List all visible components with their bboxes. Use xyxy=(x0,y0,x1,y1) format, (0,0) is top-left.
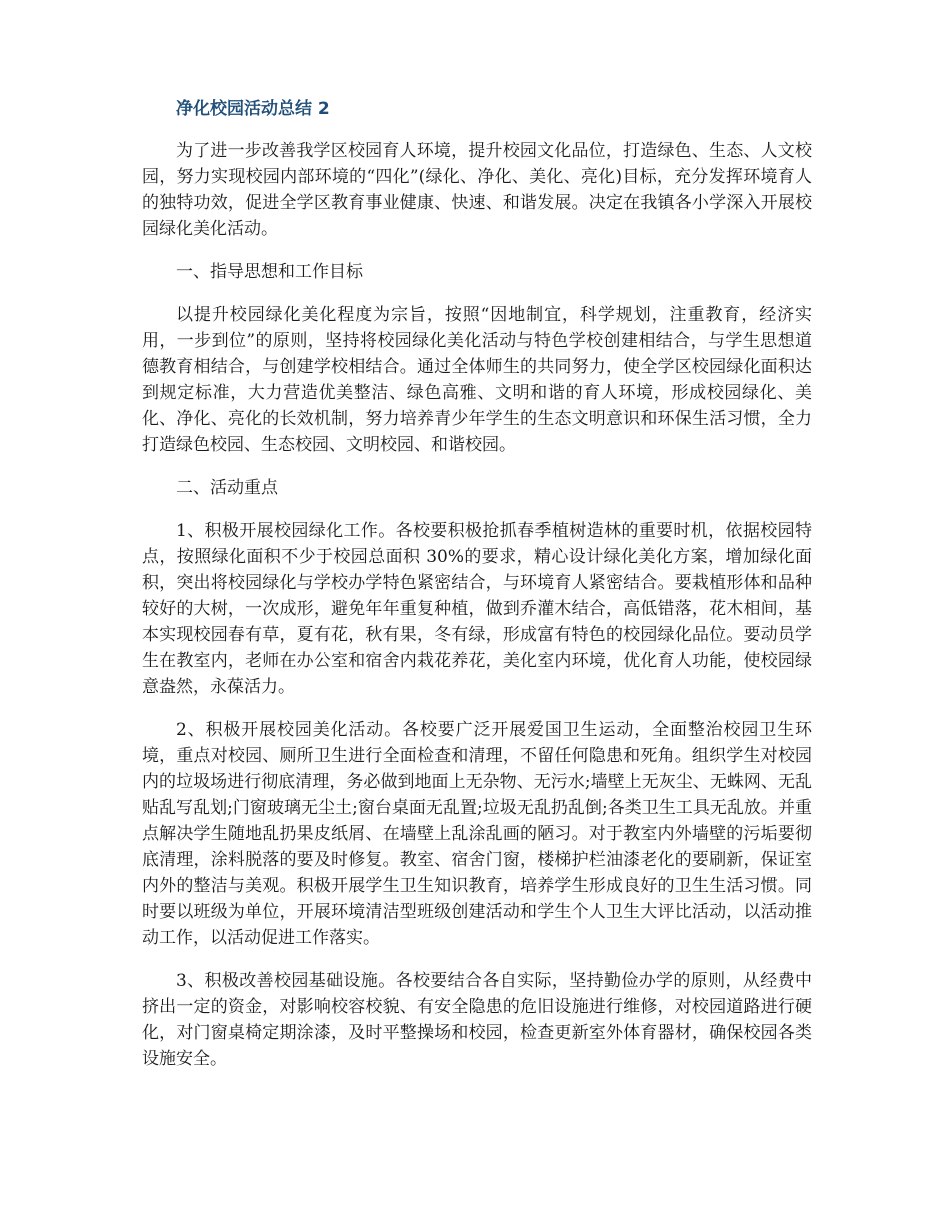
section-heading-guiding-ideas: 一、指导思想和工作目标 xyxy=(176,262,363,282)
guiding-ideas-paragraph: 以提升校园绿化美化程度为宗旨，按照“因地制宜，科学规划，注重教育，经济实用，一步到位”的原则，坚持将校园绿化美化活动与特色学校创建相结合，与学生思想道德教育相结合，与创建学校相结合。通过全体师生的共同努力，使全学区校园绿化面积达到规定标准，大力营造优美整洁、绿色高雅、文明和谐的育人环境，形成校园绿化、美化、净化、亮化的长效机制，努力培养青少年学生的生态文明意识和环保生活习惯，全力打造绿色校园、生态校园、文明校园、和谐校园。 xyxy=(142,305,812,455)
intro-paragraph: 为了进一步改善我学区校园育人环境，提升校园文化品位，打造绿色、生态、人文校园，努力实现校园内部环境的“四化”(绿化、净化、美化、亮化)目标，充分发挥环境育人的独特功效，促进全学区教育事业健康、快速、和谐发展。决定在我镇各小学深入开展校园绿化美化活动。 xyxy=(142,141,812,239)
section-heading-key-activities: 二、活动重点 xyxy=(176,478,278,498)
document-title: 净化校园活动总结 2 xyxy=(176,99,330,119)
key-point-beautification-paragraph: 2、积极开展校园美化活动。各校要广泛开展爱国卫生运动，全面整治校园卫生环境，重点对校园、厕所卫生进行全面检查和清理，不留任何隐患和死角。组织学生对校园内的垃圾场进行彻底清理，务必做到地面上无杂物、无污水;墙壁上无灰尘、无蛛网、无乱贴乱写乱划;门窗玻璃无尘土;窗台桌面无乱置;垃圾无乱扔乱倒;各类卫生工具无乱放。并重点解决学生随地乱扔果皮纸屑、在墙壁上乱涂乱画的陋习。对于教室内外墙壁的污垢要彻底清理，涂料脱落的要及时修复。教室、宿舍门窗，楼梯护栏油漆老化的要刷新，保证室内外的整洁与美观。积极开展学生卫生知识教育，培养学生形成良好的卫生生活习惯。同时要以班级为单位，开展环境清洁型班级创建活动和学生个人卫生大评比活动，以活动推动工作，以活动促进工作落实。 xyxy=(142,720,812,948)
document-page xyxy=(142,96,812,1089)
key-point-infrastructure-paragraph: 3、积极改善校园基础设施。各校要结合各自实际，坚持勤俭办学的原则，从经费中挤出一定的资金，对影响校容校貌、有安全隐患的危旧设施进行维修，对校园道路进行硬化，对门窗桌椅定期涂漆，及时平整操场和校园，检查更新室外体育器材，确保校园各类设施安全。 xyxy=(142,971,812,1069)
key-point-greening-paragraph: 1、积极开展校园绿化工作。各校要积极抢抓春季植树造林的重要时机，依据校园特点，按照绿化面积不少于校园总面积 30%的要求，精心设计绿化美化方案，增加绿化面积，突出将校园绿化与学校办学特色紧密结合，与环境育人紧密结合。要栽植形体和品种较好的大树，一次成形，避免年年重复种植，做到乔灌木结合，高低错落，花木相间，基本实现校园春有草，夏有花，秋有果，冬有绿，形成富有特色的校园绿化品位。要动员学生在教室内，老师在办公室和宿舍内栽花养花，美化室内环境，优化育人功能，使校园绿意盎然，永葆活力。 xyxy=(142,521,812,697)
